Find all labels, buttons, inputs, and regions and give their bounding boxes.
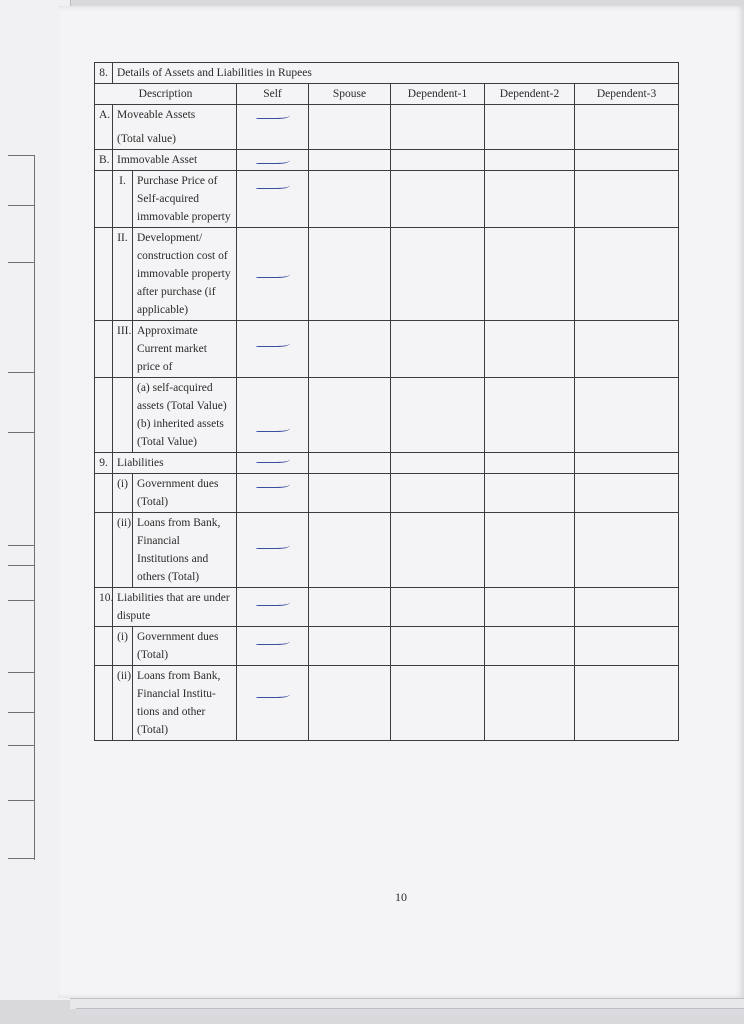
self-cell (237, 453, 309, 474)
dependent-3-cell (575, 105, 679, 150)
handwritten-dash (256, 110, 290, 119)
dependent-3-cell (575, 666, 679, 741)
row-description-line: (Total value) (117, 133, 176, 145)
self-cell (237, 105, 309, 150)
row-description (133, 378, 237, 453)
row-description: Loans from Bank, Financial Institutions and others (Total) (133, 513, 237, 588)
back-page-rule (8, 672, 34, 673)
self-cell (237, 321, 309, 378)
spouse-cell (309, 150, 391, 171)
dependent-2-cell (485, 513, 575, 588)
row-description-line: Moveable Assets (117, 109, 196, 121)
back-page-rule (8, 858, 34, 859)
dependent-1-cell (391, 453, 485, 474)
dependent-2-cell (485, 378, 575, 453)
row-description (113, 105, 237, 150)
dependent-2-cell (485, 171, 575, 228)
dependent-2-cell (485, 150, 575, 171)
back-page-rule (8, 800, 34, 801)
handwritten-dash (256, 269, 290, 278)
handwritten-dash (256, 597, 290, 606)
row-description: Purchase Price of Self-acquired immovable property (133, 171, 237, 228)
row-description: Immovable Asset (113, 150, 237, 171)
dependent-2-cell (485, 666, 575, 741)
self-cell (237, 474, 309, 513)
row-label: 10. (95, 588, 113, 627)
dependent-2-cell (485, 321, 575, 378)
back-page-rule (8, 745, 34, 746)
page-number: 10 (395, 890, 407, 904)
self-cell (237, 588, 309, 627)
self-cell (237, 378, 309, 453)
blank-cell (95, 666, 113, 741)
back-page-rule (8, 432, 34, 433)
spouse-cell (309, 474, 391, 513)
row-disputed-bank-loans (95, 666, 679, 741)
spouse-cell (309, 228, 391, 321)
dependent-2-cell (485, 588, 575, 627)
blank-cell (113, 378, 133, 453)
row-label: (i) (113, 474, 133, 513)
row-description: Government dues (Total) (133, 627, 237, 666)
dependent-1-cell (391, 321, 485, 378)
handwritten-dash (256, 423, 290, 432)
dependent-1-cell (391, 588, 485, 627)
dependent-3-cell (575, 150, 679, 171)
spouse-cell (309, 666, 391, 741)
handwritten-dash (256, 636, 290, 645)
row-bank-loans (95, 513, 679, 588)
blank-cell (95, 513, 113, 588)
blank-cell (95, 321, 113, 378)
back-page-rule (8, 545, 34, 546)
row-label: A. (95, 105, 113, 150)
dependent-3-cell (575, 321, 679, 378)
back-page-column-line (34, 155, 35, 860)
row-development-cost (95, 228, 679, 321)
dependent-3-cell (575, 513, 679, 588)
self-acquired-assets-text: (a) self-acquired assets (Total Value) (137, 382, 227, 412)
column-header-dependent-1: Dependent-1 (391, 84, 485, 105)
row-description: Liabilities that are under dispute (113, 588, 237, 627)
section-title: Details of Assets and Liabilities in Rupees (113, 63, 679, 84)
blank-cell (95, 228, 113, 321)
dependent-2-cell (485, 228, 575, 321)
dependent-2-cell (485, 453, 575, 474)
self-cell (237, 150, 309, 171)
dependent-1-cell (391, 105, 485, 150)
row-label: I. (113, 171, 133, 228)
row-market-price (95, 321, 679, 378)
handwritten-dash (256, 689, 290, 698)
dependent-3-cell (575, 228, 679, 321)
dependent-1-cell (391, 378, 485, 453)
self-cell (237, 627, 309, 666)
section-title-row (95, 63, 679, 84)
spouse-cell (309, 105, 391, 150)
column-header-spouse: Spouse (309, 84, 391, 105)
dependent-1-cell (391, 666, 485, 741)
dependent-3-cell (575, 588, 679, 627)
dependent-1-cell (391, 228, 485, 321)
blank-cell (95, 627, 113, 666)
dependent-3-cell (575, 474, 679, 513)
back-page-rule (8, 565, 34, 566)
dependent-1-cell (391, 150, 485, 171)
handwritten-dash (256, 180, 290, 189)
row-liabilities (95, 453, 679, 474)
spouse-cell (309, 627, 391, 666)
dependent-3-cell (575, 453, 679, 474)
row-purchase-price (95, 171, 679, 228)
row-label: (ii) (113, 666, 133, 741)
row-label: (ii) (113, 513, 133, 588)
handwritten-dash (256, 540, 290, 549)
back-page-rule (8, 155, 34, 156)
spouse-cell (309, 171, 391, 228)
row-description: Liabilities (113, 453, 237, 474)
row-immovable-asset (95, 150, 679, 171)
self-cell (237, 171, 309, 228)
spouse-cell (309, 321, 391, 378)
blank-cell (95, 474, 113, 513)
dependent-1-cell (391, 171, 485, 228)
column-header-dependent-3: Dependent-3 (575, 84, 679, 105)
spouse-cell (309, 513, 391, 588)
back-page-rule (8, 262, 34, 263)
row-government-dues (95, 474, 679, 513)
handwritten-dash (256, 338, 290, 347)
back-page-rule (8, 205, 34, 206)
row-label: III. (113, 321, 133, 378)
row-label: 9. (95, 453, 113, 474)
back-page-rule (8, 712, 34, 713)
dependent-3-cell (575, 171, 679, 228)
handwritten-dash (256, 454, 290, 463)
row-disputed-liabilities (95, 588, 679, 627)
spouse-cell (309, 378, 391, 453)
row-label: II. (113, 228, 133, 321)
inherited-assets-text: (b) inherited assets (Total Value) (137, 418, 224, 448)
spouse-cell (309, 588, 391, 627)
row-description: Development/ construction cost of immovable property after purchase (if applicable) (133, 228, 237, 321)
self-cell (237, 513, 309, 588)
header-row (95, 84, 679, 105)
dependent-3-cell (575, 627, 679, 666)
row-moveable-assets (95, 105, 679, 150)
section-number: 8. (95, 63, 113, 84)
dependent-1-cell (391, 474, 485, 513)
dependent-2-cell (485, 105, 575, 150)
self-cell (237, 666, 309, 741)
row-label: (i) (113, 627, 133, 666)
assets-liabilities-table (94, 62, 679, 741)
dependent-1-cell (391, 627, 485, 666)
column-header-self: Self (237, 84, 309, 105)
handwritten-dash (256, 479, 290, 488)
back-page-rule (8, 372, 34, 373)
handwritten-dash (256, 155, 290, 164)
row-disputed-government-dues (95, 627, 679, 666)
spouse-cell (309, 453, 391, 474)
self-cell (237, 228, 309, 321)
row-description: Approximate Current market price of (133, 321, 237, 378)
back-page-rule (8, 600, 34, 601)
dependent-3-cell (575, 378, 679, 453)
column-header-description: Description (95, 84, 237, 105)
blank-cell (95, 171, 113, 228)
row-asset-values (95, 378, 679, 453)
dependent-2-cell (485, 627, 575, 666)
row-description: Loans from Bank, Financial Institu- tions and other (Total) (133, 666, 237, 741)
dependent-1-cell (391, 513, 485, 588)
page-stack-edge (76, 1008, 744, 1015)
column-header-dependent-2: Dependent-2 (485, 84, 575, 105)
dependent-2-cell (485, 474, 575, 513)
row-label: B. (95, 150, 113, 171)
row-description: Government dues (Total) (133, 474, 237, 513)
blank-cell (95, 378, 113, 453)
